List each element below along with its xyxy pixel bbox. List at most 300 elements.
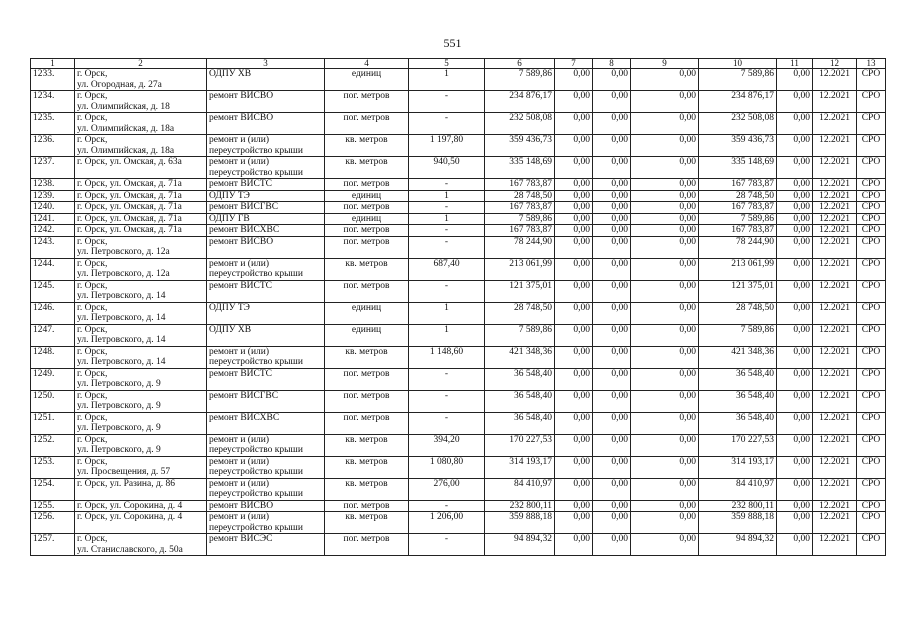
date-cell: 12.2021	[813, 346, 857, 368]
work-type-cell: ОДПУ ГВ	[207, 213, 325, 225]
row-number-cell: 1233.	[31, 69, 75, 91]
table-row	[31, 534, 886, 556]
date-cell: 12.2021	[813, 512, 857, 534]
col11-cell: 0,00	[777, 280, 813, 302]
row-number-cell: 1235.	[31, 113, 75, 135]
address-cell: г. Орск, ул. Петровского, д. 9	[75, 412, 207, 434]
quantity-cell: -	[409, 390, 485, 412]
source-cell: СРО	[857, 179, 886, 191]
col9-cell: 0,00	[631, 346, 699, 368]
col11-cell: 0,00	[777, 157, 813, 179]
col11-cell: 0,00	[777, 512, 813, 534]
col10-cell: 213 061,99	[699, 258, 777, 280]
source-cell: СРО	[857, 190, 886, 202]
quantity-cell: -	[409, 280, 485, 302]
unit-cell: кв. метров	[325, 456, 409, 478]
quantity-cell: 1	[409, 324, 485, 346]
unit-cell: пог. метров	[325, 368, 409, 390]
col9-cell: 0,00	[631, 500, 699, 512]
col8-cell: 0,00	[593, 302, 631, 324]
total-cost-cell: 36 548,40	[485, 368, 555, 390]
date-cell: 12.2021	[813, 202, 857, 214]
col11-cell: 0,00	[777, 368, 813, 390]
work-type-cell: ОДПУ ТЭ	[207, 302, 325, 324]
date-cell: 12.2021	[813, 225, 857, 237]
date-cell: 12.2021	[813, 500, 857, 512]
row-number-cell: 1240.	[31, 202, 75, 214]
column-number-cell: 5	[409, 59, 485, 69]
row-number-cell: 1236.	[31, 135, 75, 157]
quantity-cell: -	[409, 113, 485, 135]
address-cell: г. Орск, ул. Омская, д. 71а	[75, 179, 207, 191]
col9-cell: 0,00	[631, 434, 699, 456]
row-number-cell: 1245.	[31, 280, 75, 302]
col8-cell: 0,00	[593, 512, 631, 534]
address-cell: г. Орск, ул. Олимпийская, д. 18а	[75, 113, 207, 135]
total-cost-cell: 7 589,86	[485, 69, 555, 91]
date-cell: 12.2021	[813, 236, 857, 258]
col7-cell: 0,00	[555, 135, 593, 157]
total-cost-cell: 314 193,17	[485, 456, 555, 478]
address-cell: г. Орск, ул. Омская, д. 71а	[75, 213, 207, 225]
col11-cell: 0,00	[777, 390, 813, 412]
total-cost-cell: 232 508,08	[485, 113, 555, 135]
row-number-cell: 1256.	[31, 512, 75, 534]
col11-cell: 0,00	[777, 456, 813, 478]
col8-cell: 0,00	[593, 324, 631, 346]
row-number-cell: 1244.	[31, 258, 75, 280]
quantity-cell: 394,20	[409, 434, 485, 456]
col10-cell: 36 548,40	[699, 412, 777, 434]
address-cell: г. Орск, ул. Омская, д. 71а	[75, 225, 207, 237]
col10-cell: 234 876,17	[699, 91, 777, 113]
date-cell: 12.2021	[813, 478, 857, 500]
work-type-cell: ремонт и (или) переустройство крыши	[207, 157, 325, 179]
col10-cell: 335 148,69	[699, 157, 777, 179]
row-number-cell: 1251.	[31, 412, 75, 434]
col9-cell: 0,00	[631, 190, 699, 202]
unit-cell: кв. метров	[325, 346, 409, 368]
work-type-cell: ремонт и (или) переустройство крыши	[207, 456, 325, 478]
col11-cell: 0,00	[777, 179, 813, 191]
quantity-cell: -	[409, 500, 485, 512]
address-cell: г. Орск, ул. Станиславского, д. 50а	[75, 534, 207, 556]
col9-cell: 0,00	[631, 179, 699, 191]
date-cell: 12.2021	[813, 434, 857, 456]
source-cell: СРО	[857, 500, 886, 512]
row-number-cell: 1254.	[31, 478, 75, 500]
date-cell: 12.2021	[813, 157, 857, 179]
source-cell: СРО	[857, 390, 886, 412]
unit-cell: единиц	[325, 324, 409, 346]
table-row	[31, 434, 886, 456]
quantity-cell: -	[409, 202, 485, 214]
source-cell: СРО	[857, 456, 886, 478]
column-number-cell: 11	[777, 59, 813, 69]
total-cost-cell: 28 748,50	[485, 302, 555, 324]
row-number-cell: 1249.	[31, 368, 75, 390]
col7-cell: 0,00	[555, 258, 593, 280]
table-row	[31, 412, 886, 434]
col8-cell: 0,00	[593, 346, 631, 368]
row-number-cell: 1252.	[31, 434, 75, 456]
col11-cell: 0,00	[777, 135, 813, 157]
row-number-cell: 1253.	[31, 456, 75, 478]
col8-cell: 0,00	[593, 478, 631, 500]
unit-cell: пог. метров	[325, 412, 409, 434]
work-type-cell: ремонт ВИСВО	[207, 113, 325, 135]
source-cell: СРО	[857, 534, 886, 556]
work-type-cell: ремонт и (или) переустройство крыши	[207, 258, 325, 280]
source-cell: СРО	[857, 346, 886, 368]
col10-cell: 36 548,40	[699, 390, 777, 412]
col7-cell: 0,00	[555, 213, 593, 225]
source-cell: СРО	[857, 368, 886, 390]
row-number-cell: 1239.	[31, 190, 75, 202]
col7-cell: 0,00	[555, 190, 593, 202]
total-cost-cell: 335 148,69	[485, 157, 555, 179]
col9-cell: 0,00	[631, 225, 699, 237]
quantity-cell: 1 206,00	[409, 512, 485, 534]
unit-cell: кв. метров	[325, 478, 409, 500]
date-cell: 12.2021	[813, 69, 857, 91]
unit-cell: пог. метров	[325, 534, 409, 556]
source-cell: СРО	[857, 213, 886, 225]
quantity-cell: -	[409, 368, 485, 390]
row-number-cell: 1234.	[31, 91, 75, 113]
unit-cell: пог. метров	[325, 280, 409, 302]
address-cell: г. Орск, ул. Омская, д. 63а	[75, 157, 207, 179]
col7-cell: 0,00	[555, 346, 593, 368]
address-cell: г. Орск, ул. Петровского, д. 14	[75, 302, 207, 324]
date-cell: 12.2021	[813, 190, 857, 202]
total-cost-cell: 121 375,01	[485, 280, 555, 302]
col11-cell: 0,00	[777, 213, 813, 225]
table-row	[31, 113, 886, 135]
total-cost-cell: 232 800,11	[485, 500, 555, 512]
column-number-cell: 9	[631, 59, 699, 69]
source-cell: СРО	[857, 225, 886, 237]
col10-cell: 167 783,87	[699, 179, 777, 191]
quantity-cell: 1	[409, 213, 485, 225]
quantity-cell: 1	[409, 69, 485, 91]
col11-cell: 0,00	[777, 346, 813, 368]
work-type-cell: ремонт ВИСХВС	[207, 225, 325, 237]
col11-cell: 0,00	[777, 534, 813, 556]
work-type-cell: ОДПУ ХВ	[207, 69, 325, 91]
total-cost-cell: 167 783,87	[485, 179, 555, 191]
address-cell: г. Орск, ул. Олимпийская, д. 18а	[75, 135, 207, 157]
quantity-cell: 940,50	[409, 157, 485, 179]
col8-cell: 0,00	[593, 190, 631, 202]
col11-cell: 0,00	[777, 258, 813, 280]
col11-cell: 0,00	[777, 412, 813, 434]
source-cell: СРО	[857, 91, 886, 113]
col8-cell: 0,00	[593, 179, 631, 191]
work-type-cell: ремонт и (или) переустройство крыши	[207, 512, 325, 534]
source-cell: СРО	[857, 412, 886, 434]
address-cell: г. Орск, ул. Сорокина, д. 4	[75, 500, 207, 512]
unit-cell: пог. метров	[325, 236, 409, 258]
column-number-cell: 1	[31, 59, 75, 69]
row-number-cell: 1237.	[31, 157, 75, 179]
work-type-cell: ремонт ВИСТС	[207, 280, 325, 302]
col8-cell: 0,00	[593, 135, 631, 157]
unit-cell: кв. метров	[325, 434, 409, 456]
col11-cell: 0,00	[777, 302, 813, 324]
quantity-cell: 276,00	[409, 478, 485, 500]
col7-cell: 0,00	[555, 179, 593, 191]
table-row	[31, 456, 886, 478]
col8-cell: 0,00	[593, 500, 631, 512]
col11-cell: 0,00	[777, 236, 813, 258]
unit-cell: пог. метров	[325, 91, 409, 113]
col9-cell: 0,00	[631, 412, 699, 434]
address-cell: г. Орск, ул. Разина, д. 86	[75, 478, 207, 500]
date-cell: 12.2021	[813, 280, 857, 302]
table-row	[31, 213, 886, 225]
total-cost-cell: 28 748,50	[485, 190, 555, 202]
unit-cell: единиц	[325, 69, 409, 91]
date-cell: 12.2021	[813, 213, 857, 225]
row-number-cell: 1242.	[31, 225, 75, 237]
unit-cell: пог. метров	[325, 179, 409, 191]
col10-cell: 28 748,50	[699, 302, 777, 324]
table-row	[31, 512, 886, 534]
col10-cell: 7 589,86	[699, 213, 777, 225]
col11-cell: 0,00	[777, 202, 813, 214]
col8-cell: 0,00	[593, 113, 631, 135]
col9-cell: 0,00	[631, 324, 699, 346]
address-cell: г. Орск, ул. Петровского, д. 12а	[75, 236, 207, 258]
col9-cell: 0,00	[631, 113, 699, 135]
col10-cell: 167 783,87	[699, 225, 777, 237]
quantity-cell: 1 148,60	[409, 346, 485, 368]
date-cell: 12.2021	[813, 534, 857, 556]
col10-cell: 7 589,86	[699, 69, 777, 91]
address-cell: г. Орск, ул. Петровского, д. 14	[75, 324, 207, 346]
date-cell: 12.2021	[813, 456, 857, 478]
col9-cell: 0,00	[631, 135, 699, 157]
work-type-cell: ремонт и (или) переустройство крыши	[207, 434, 325, 456]
work-type-cell: ремонт ВИСТС	[207, 179, 325, 191]
col10-cell: 36 548,40	[699, 368, 777, 390]
col10-cell: 232 800,11	[699, 500, 777, 512]
row-number-cell: 1255.	[31, 500, 75, 512]
work-type-cell: ремонт и (или) переустройство крыши	[207, 346, 325, 368]
col7-cell: 0,00	[555, 202, 593, 214]
unit-cell: пог. метров	[325, 225, 409, 237]
address-cell: г. Орск, ул. Петровского, д. 9	[75, 434, 207, 456]
col8-cell: 0,00	[593, 434, 631, 456]
row-number-cell: 1238.	[31, 179, 75, 191]
source-cell: СРО	[857, 135, 886, 157]
row-number-cell: 1243.	[31, 236, 75, 258]
quantity-cell: -	[409, 179, 485, 191]
date-cell: 12.2021	[813, 390, 857, 412]
source-cell: СРО	[857, 236, 886, 258]
col8-cell: 0,00	[593, 368, 631, 390]
address-cell: г. Орск, ул. Петровского, д. 9	[75, 368, 207, 390]
unit-cell: единиц	[325, 213, 409, 225]
date-cell: 12.2021	[813, 324, 857, 346]
column-number-cell: 13	[857, 59, 886, 69]
unit-cell: пог. метров	[325, 500, 409, 512]
col7-cell: 0,00	[555, 412, 593, 434]
col7-cell: 0,00	[555, 157, 593, 179]
col9-cell: 0,00	[631, 202, 699, 214]
table-row	[31, 69, 886, 91]
col7-cell: 0,00	[555, 534, 593, 556]
address-cell: г. Орск, ул. Петровского, д. 14	[75, 280, 207, 302]
source-cell: СРО	[857, 113, 886, 135]
table-row	[31, 91, 886, 113]
address-cell: г. Орск, ул. Омская, д. 71а	[75, 190, 207, 202]
col8-cell: 0,00	[593, 157, 631, 179]
col8-cell: 0,00	[593, 280, 631, 302]
col8-cell: 0,00	[593, 456, 631, 478]
address-cell: г. Орск, ул. Петровского, д. 12а	[75, 258, 207, 280]
column-number-row	[31, 59, 886, 69]
col10-cell: 167 783,87	[699, 202, 777, 214]
total-cost-cell: 84 410,97	[485, 478, 555, 500]
work-type-cell: ОДПУ ТЭ	[207, 190, 325, 202]
col7-cell: 0,00	[555, 236, 593, 258]
column-number-cell: 7	[555, 59, 593, 69]
col10-cell: 78 244,90	[699, 236, 777, 258]
col9-cell: 0,00	[631, 456, 699, 478]
col7-cell: 0,00	[555, 368, 593, 390]
quantity-cell: 1 080,80	[409, 456, 485, 478]
date-cell: 12.2021	[813, 258, 857, 280]
work-type-cell: ремонт ВИСТС	[207, 368, 325, 390]
quantity-cell: 1 197,80	[409, 135, 485, 157]
total-cost-cell: 170 227,53	[485, 434, 555, 456]
col7-cell: 0,00	[555, 478, 593, 500]
col7-cell: 0,00	[555, 324, 593, 346]
col8-cell: 0,00	[593, 213, 631, 225]
date-cell: 12.2021	[813, 91, 857, 113]
column-number-cell: 4	[325, 59, 409, 69]
col7-cell: 0,00	[555, 500, 593, 512]
col10-cell: 421 348,36	[699, 346, 777, 368]
work-type-cell: ремонт ВИСХВС	[207, 412, 325, 434]
work-type-cell: ремонт ВИСГВС	[207, 390, 325, 412]
table-row	[31, 500, 886, 512]
table-row	[31, 135, 886, 157]
quantity-cell: -	[409, 91, 485, 113]
col11-cell: 0,00	[777, 478, 813, 500]
work-type-cell: ремонт ВИСГВС	[207, 202, 325, 214]
total-cost-cell: 36 548,40	[485, 412, 555, 434]
col9-cell: 0,00	[631, 512, 699, 534]
col8-cell: 0,00	[593, 412, 631, 434]
table-row	[31, 179, 886, 191]
table-row	[31, 302, 886, 324]
col9-cell: 0,00	[631, 534, 699, 556]
col8-cell: 0,00	[593, 69, 631, 91]
row-number-cell: 1247.	[31, 324, 75, 346]
table-row	[31, 258, 886, 280]
col10-cell: 94 894,32	[699, 534, 777, 556]
col8-cell: 0,00	[593, 534, 631, 556]
column-number-cell: 6	[485, 59, 555, 69]
col9-cell: 0,00	[631, 157, 699, 179]
date-cell: 12.2021	[813, 179, 857, 191]
address-cell: г. Орск, ул. Омская, д. 71а	[75, 202, 207, 214]
unit-cell: пог. метров	[325, 390, 409, 412]
col10-cell: 28 748,50	[699, 190, 777, 202]
quantity-cell: -	[409, 412, 485, 434]
col8-cell: 0,00	[593, 258, 631, 280]
total-cost-cell: 359 436,73	[485, 135, 555, 157]
col9-cell: 0,00	[631, 258, 699, 280]
row-number-cell: 1246.	[31, 302, 75, 324]
total-cost-cell: 36 548,40	[485, 390, 555, 412]
col9-cell: 0,00	[631, 91, 699, 113]
column-number-cell: 2	[75, 59, 207, 69]
source-cell: СРО	[857, 258, 886, 280]
col9-cell: 0,00	[631, 478, 699, 500]
col8-cell: 0,00	[593, 225, 631, 237]
date-cell: 12.2021	[813, 412, 857, 434]
address-cell: г. Орск, ул. Петровского, д. 14	[75, 346, 207, 368]
date-cell: 12.2021	[813, 302, 857, 324]
col10-cell: 7 589,86	[699, 324, 777, 346]
col10-cell: 232 508,08	[699, 113, 777, 135]
col7-cell: 0,00	[555, 512, 593, 534]
col11-cell: 0,00	[777, 113, 813, 135]
col10-cell: 121 375,01	[699, 280, 777, 302]
unit-cell: кв. метров	[325, 135, 409, 157]
address-cell: г. Орск, ул. Сорокина, д. 4	[75, 512, 207, 534]
col9-cell: 0,00	[631, 236, 699, 258]
table-row	[31, 236, 886, 258]
work-type-cell: ремонт и (или) переустройство крыши	[207, 135, 325, 157]
source-cell: СРО	[857, 280, 886, 302]
row-number-cell: 1250.	[31, 390, 75, 412]
col11-cell: 0,00	[777, 225, 813, 237]
address-cell: г. Орск, ул. Олимпийская, д. 18	[75, 91, 207, 113]
source-cell: СРО	[857, 478, 886, 500]
total-cost-cell: 94 894,32	[485, 534, 555, 556]
row-number-cell: 1257.	[31, 534, 75, 556]
quantity-cell: 1	[409, 302, 485, 324]
table-row	[31, 478, 886, 500]
unit-cell: пог. метров	[325, 202, 409, 214]
col9-cell: 0,00	[631, 69, 699, 91]
quantity-cell: -	[409, 225, 485, 237]
col8-cell: 0,00	[593, 390, 631, 412]
work-type-cell: ремонт ВИСВО	[207, 91, 325, 113]
unit-cell: единиц	[325, 302, 409, 324]
col9-cell: 0,00	[631, 302, 699, 324]
total-cost-cell: 7 589,86	[485, 324, 555, 346]
unit-cell: пог. метров	[325, 113, 409, 135]
address-cell: г. Орск, ул. Петровского, д. 9	[75, 390, 207, 412]
col7-cell: 0,00	[555, 390, 593, 412]
total-cost-cell: 213 061,99	[485, 258, 555, 280]
col10-cell: 170 227,53	[699, 434, 777, 456]
total-cost-cell: 167 783,87	[485, 225, 555, 237]
column-number-cell: 3	[207, 59, 325, 69]
total-cost-cell: 78 244,90	[485, 236, 555, 258]
row-number-cell: 1241.	[31, 213, 75, 225]
work-type-cell: ОДПУ ХВ	[207, 324, 325, 346]
col8-cell: 0,00	[593, 202, 631, 214]
col8-cell: 0,00	[593, 236, 631, 258]
source-cell: СРО	[857, 324, 886, 346]
